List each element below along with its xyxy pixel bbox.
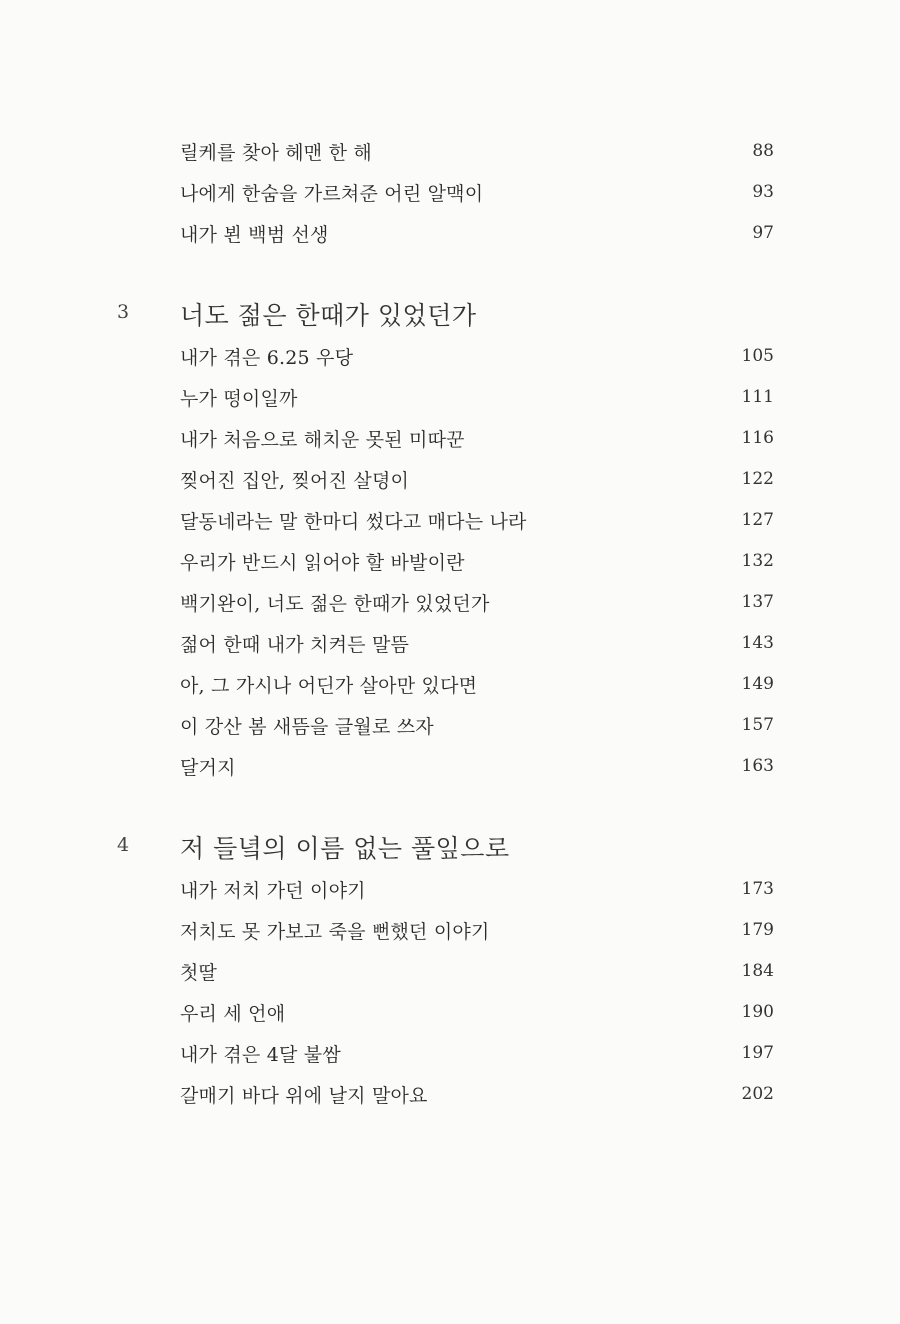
toc-entry <box>180 874 774 904</box>
toc-entry-title: 이 강산 봄 새뜸을 글월로 쓰자 <box>180 715 434 738</box>
toc-entry-page: 137 <box>741 592 774 612</box>
toc-entry-title: 첫딸 <box>180 961 218 984</box>
toc-entry-page: 132 <box>741 551 774 571</box>
toc-entry <box>180 546 774 576</box>
toc-entry <box>180 628 774 658</box>
toc-entry-title: 찢어진 집안, 찢어진 살뎡이 <box>180 469 410 492</box>
toc-entry <box>180 710 774 740</box>
toc-entry-page: 105 <box>741 346 774 366</box>
toc-entry-title: 갈매기 바다 위에 날지 말아요 <box>180 1084 428 1107</box>
toc-entry-page: 149 <box>741 674 774 694</box>
toc-entry-title: 내가 겪은 6.25 우당 <box>180 346 354 369</box>
toc-entry-title: 젊어 한때 내가 치켜든 말뜸 <box>180 633 410 656</box>
toc-entry <box>180 218 774 248</box>
toc-entry-page: 190 <box>741 1002 774 1022</box>
chapter-title: 너도 젊은 한때가 있었던가 <box>180 301 477 330</box>
chapter-number: 4 <box>117 834 130 856</box>
toc-entry <box>180 382 774 412</box>
toc-entry <box>180 341 774 371</box>
chapter-number: 3 <box>117 301 130 323</box>
toc-entry-title: 저치도 못 가보고 죽을 뻔했던 이야기 <box>180 920 490 943</box>
toc-entry-title: 우리 세 언애 <box>180 1002 286 1025</box>
toc-entry-title: 내가 저치 가던 이야기 <box>180 879 366 902</box>
toc-entry-page: 157 <box>741 715 774 735</box>
toc-entry <box>180 505 774 535</box>
toc-entry <box>180 1079 774 1109</box>
toc-entry-page: 97 <box>752 223 774 243</box>
toc-entry-page: 111 <box>741 387 774 407</box>
toc-entry-page: 202 <box>741 1084 774 1104</box>
toc-entry <box>180 587 774 617</box>
toc-entry <box>180 1038 774 1068</box>
toc-entry-page: 88 <box>752 141 774 161</box>
toc-entry-title: 나에게 한숨을 가르쳐준 어린 알맥이 <box>180 182 484 205</box>
toc-entry-page: 93 <box>752 182 774 202</box>
toc-entry <box>180 136 774 166</box>
toc-entry-page: 122 <box>741 469 774 489</box>
toc-entry-page: 179 <box>741 920 774 940</box>
toc-entry-title: 우리가 반드시 읽어야 할 바발이란 <box>180 551 465 574</box>
toc-entry <box>180 423 774 453</box>
chapter-title: 저 들녘의 이름 없는 풀잎으로 <box>180 834 510 863</box>
toc-entry-page: 116 <box>741 428 774 448</box>
toc-entry <box>180 177 774 207</box>
toc-entry-page: 173 <box>741 879 774 899</box>
toc-entry <box>180 751 774 781</box>
toc-entry-title: 릴케를 찾아 헤맨 한 해 <box>180 141 372 164</box>
toc-entry <box>180 997 774 1027</box>
toc-entry-page: 127 <box>741 510 774 530</box>
toc-entry-page: 197 <box>741 1043 774 1063</box>
toc-entry <box>180 464 774 494</box>
toc-entry-title: 달거지 <box>180 756 236 779</box>
toc-entry-title: 달동네라는 말 한마디 썼다고 매다는 나라 <box>180 510 527 533</box>
toc-entry <box>180 956 774 986</box>
toc-entry <box>180 669 774 699</box>
toc-entry-title: 내가 처음으로 해치운 못된 미따꾼 <box>180 428 465 451</box>
toc-entry-page: 143 <box>741 633 774 653</box>
toc-entry-title: 누가 떵이일까 <box>180 387 298 410</box>
toc-entry-page: 163 <box>741 756 774 776</box>
toc-entry-title: 내가 뵌 백범 선생 <box>180 223 329 246</box>
toc-entry-title: 백기완이, 너도 젊은 한때가 있었던가 <box>180 592 490 615</box>
toc-entry-page: 184 <box>741 961 774 981</box>
toc-entry <box>180 915 774 945</box>
toc-entry-title: 내가 겪은 4달 불쌈 <box>180 1043 341 1066</box>
toc-entry-title: 아, 그 가시나 어딘가 살아만 있다면 <box>180 674 478 697</box>
